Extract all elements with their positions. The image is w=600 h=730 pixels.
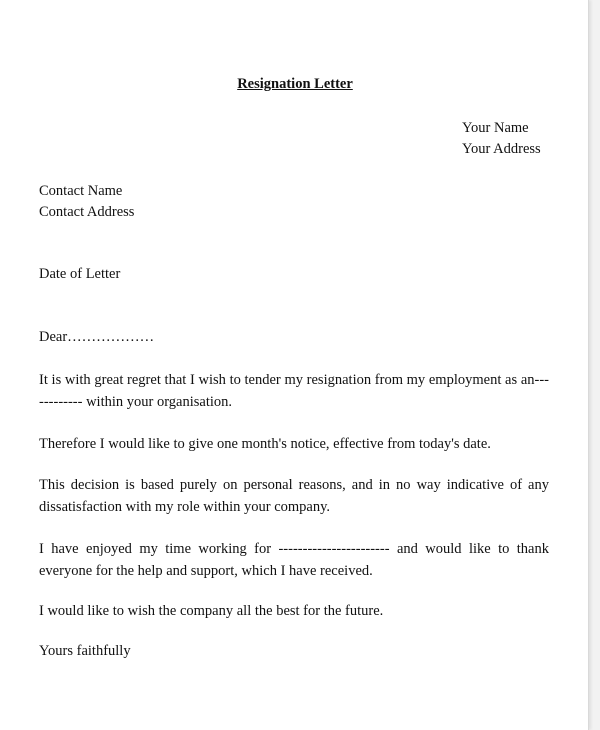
sender-name: Your Name: [462, 120, 529, 136]
paragraph-1: It is with great regret that I wish to tender my resignation from my employment as an------------ within your organisation.: [39, 372, 549, 410]
recipient-name: Contact Name: [39, 183, 123, 199]
recipient-address: Contact Address: [39, 204, 135, 220]
paragraph-4: I have enjoyed my time working for ----------------------- and would like to thank everyone for the help and support, which I have received.: [39, 541, 549, 579]
paragraph-2: Therefore I would like to give one month's notice, effective from today's date.: [39, 436, 491, 452]
paragraph-3: This decision is based purely on personal reasons, and in no way indicative of any dissatisfaction with my role within your company.: [39, 477, 549, 515]
recipient-block: [39, 181, 134, 223]
salutation: Dear………………: [39, 329, 155, 345]
letter-date: Date of Letter: [39, 266, 121, 282]
paragraph-5: I would like to wish the company all the best for the future.: [39, 603, 384, 619]
sender-address: Your Address: [462, 141, 541, 157]
sender-block: [462, 118, 541, 160]
closing: Yours faithfully: [39, 643, 131, 659]
document-title: Resignation Letter: [237, 76, 353, 92]
